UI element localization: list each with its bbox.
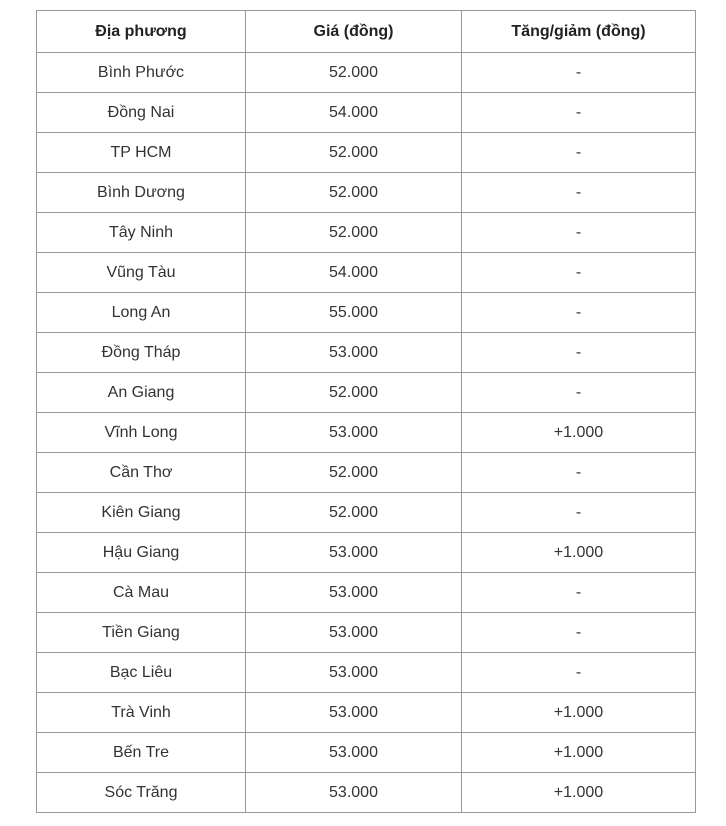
table-row xyxy=(37,413,696,453)
province-cell: Bạc Liêu xyxy=(37,653,246,693)
province-cell: Đồng Tháp xyxy=(37,333,246,373)
price-cell: 52.000 xyxy=(246,453,462,493)
table-row xyxy=(37,493,696,533)
price-cell: 52.000 xyxy=(246,213,462,253)
price-cell: 53.000 xyxy=(246,613,462,653)
province-cell: An Giang xyxy=(37,373,246,413)
change-cell: +1.000 xyxy=(462,693,696,733)
change-cell: - xyxy=(462,373,696,413)
change-cell: - xyxy=(462,173,696,213)
table-row xyxy=(37,333,696,373)
header-locality: Địa phương xyxy=(37,11,246,53)
price-cell: 53.000 xyxy=(246,733,462,773)
price-cell: 54.000 xyxy=(246,93,462,133)
price-cell: 52.000 xyxy=(246,373,462,413)
header-row xyxy=(37,11,696,53)
table-row xyxy=(37,373,696,413)
province-cell: Sóc Trăng xyxy=(37,773,246,813)
header-change: Tăng/giảm (đồng) xyxy=(462,11,696,53)
price-cell: 52.000 xyxy=(246,133,462,173)
price-table-header xyxy=(37,11,696,53)
table-row xyxy=(37,293,696,333)
change-cell: - xyxy=(462,613,696,653)
province-cell: Vũng Tàu xyxy=(37,253,246,293)
change-cell: - xyxy=(462,93,696,133)
change-cell: - xyxy=(462,653,696,693)
price-cell: 54.000 xyxy=(246,253,462,293)
change-cell: - xyxy=(462,253,696,293)
change-cell: - xyxy=(462,573,696,613)
table-row xyxy=(37,93,696,133)
table-row xyxy=(37,773,696,813)
province-cell: Long An xyxy=(37,293,246,333)
change-cell: - xyxy=(462,453,696,493)
province-cell: Vĩnh Long xyxy=(37,413,246,453)
table-row xyxy=(37,573,696,613)
change-cell: - xyxy=(462,213,696,253)
table-row xyxy=(37,653,696,693)
price-cell: 52.000 xyxy=(246,53,462,93)
change-cell: - xyxy=(462,293,696,333)
province-cell: Hậu Giang xyxy=(37,533,246,573)
province-cell: Trà Vinh xyxy=(37,693,246,733)
province-cell: Cần Thơ xyxy=(37,453,246,493)
table-row xyxy=(37,53,696,93)
province-cell: Kiên Giang xyxy=(37,493,246,533)
change-cell: +1.000 xyxy=(462,533,696,573)
change-cell: +1.000 xyxy=(462,733,696,773)
price-cell: 53.000 xyxy=(246,693,462,733)
price-cell: 53.000 xyxy=(246,533,462,573)
table-row xyxy=(37,613,696,653)
table-row xyxy=(37,453,696,493)
table-row xyxy=(37,133,696,173)
table-row xyxy=(37,733,696,773)
price-table-body xyxy=(37,53,696,813)
price-cell: 53.000 xyxy=(246,333,462,373)
price-cell: 53.000 xyxy=(246,573,462,613)
price-cell: 53.000 xyxy=(246,413,462,453)
change-cell: - xyxy=(462,333,696,373)
table-row xyxy=(37,213,696,253)
table-row xyxy=(37,253,696,293)
price-cell: 52.000 xyxy=(246,493,462,533)
price-cell: 53.000 xyxy=(246,773,462,813)
change-cell: - xyxy=(462,133,696,173)
province-cell: TP HCM xyxy=(37,133,246,173)
table-row xyxy=(37,173,696,213)
province-cell: Bến Tre xyxy=(37,733,246,773)
table-row xyxy=(37,533,696,573)
price-cell: 53.000 xyxy=(246,653,462,693)
price-cell: 52.000 xyxy=(246,173,462,213)
province-cell: Bình Dương xyxy=(37,173,246,213)
price-cell: 55.000 xyxy=(246,293,462,333)
change-cell: - xyxy=(462,493,696,533)
table-row xyxy=(37,693,696,733)
change-cell: - xyxy=(462,53,696,93)
province-cell: Tiền Giang xyxy=(37,613,246,653)
header-price: Giá (đồng) xyxy=(246,11,462,53)
province-cell: Cà Mau xyxy=(37,573,246,613)
province-cell: Đồng Nai xyxy=(37,93,246,133)
price-table xyxy=(36,10,696,813)
province-cell: Tây Ninh xyxy=(37,213,246,253)
change-cell: +1.000 xyxy=(462,773,696,813)
province-cell: Bình Phước xyxy=(37,53,246,93)
change-cell: +1.000 xyxy=(462,413,696,453)
